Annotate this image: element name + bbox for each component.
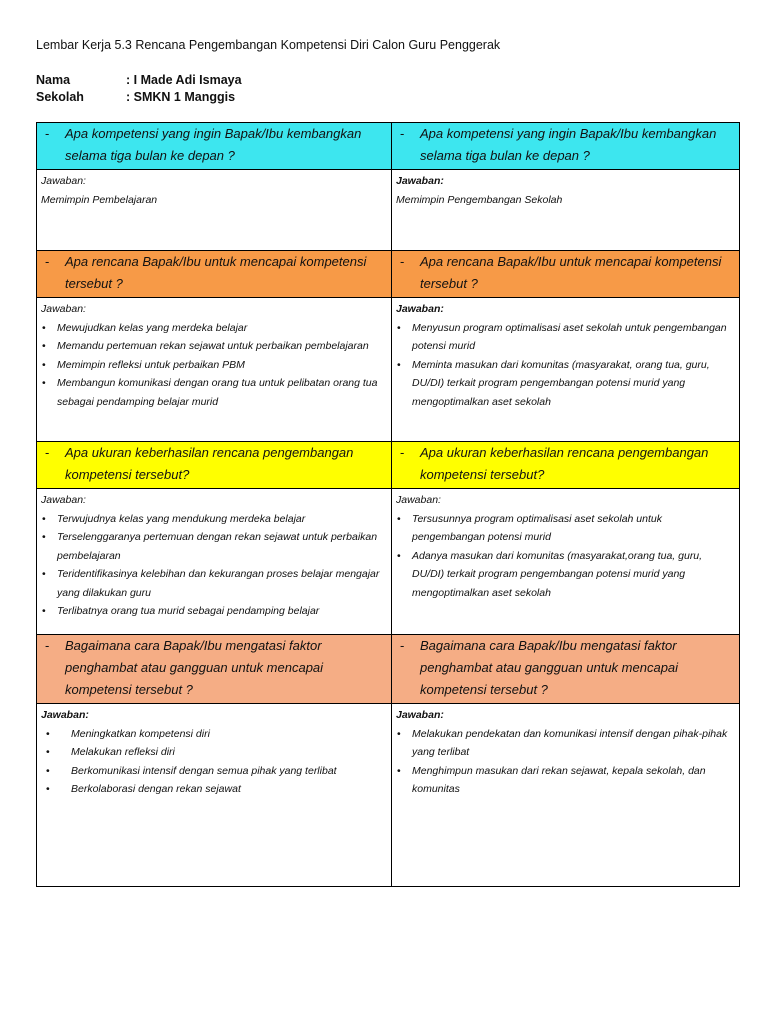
- answer-cell-left: [37, 489, 392, 635]
- question-row-2: [37, 251, 740, 298]
- list-item: • Membangun komunikasi dengan orang tua untuk pelibatan orang tua sebagai pendamping belajar murid: [41, 374, 385, 411]
- answer-label: Jawaban:: [41, 175, 86, 187]
- answer-list: [41, 319, 385, 412]
- answer-list: [396, 319, 733, 412]
- answer-cell-left: [37, 704, 392, 887]
- question-cell-right: - Apa kompetensi yang ingin Bapak/Ibu kembangkan selama tiga bulan ke depan ?: [392, 123, 740, 170]
- school-label: Sekolah: [36, 90, 84, 104]
- worksheet-table: [36, 122, 740, 887]
- school-value: : SMKN 1 Manggis: [126, 90, 236, 104]
- answer-row-4: [37, 704, 740, 887]
- list-item: • Tersusunnya program optimalisasi aset sekolah untuk pengembangan potensi murid: [396, 510, 733, 547]
- question-cell-left: - Apa ukuran keberhasilan rencana pengembangan kompetensi tersebut?: [37, 442, 392, 489]
- question-text: Apa rencana Bapak/Ibu untuk mencapai kompetensi tersebut ?: [420, 254, 722, 291]
- list-item: • Melakukan pendekatan dan komunikasi intensif dengan pihak-pihak yang terlibat: [396, 725, 733, 762]
- name-value: : I Made Adi Ismaya: [126, 73, 242, 87]
- question-cell-right: - Apa rencana Bapak/Ibu untuk mencapai kompetensi tersebut ?: [392, 251, 740, 298]
- answer-label: Jawaban:: [41, 303, 86, 315]
- question-text: Apa kompetensi yang ingin Bapak/Ibu kembangkan selama tiga bulan ke depan ?: [65, 126, 362, 163]
- list-item: • Memimpin refleksi untuk perbaikan PBM: [41, 356, 385, 375]
- answer-list: [41, 725, 385, 799]
- list-item: • Terlibatnya orang tua murid sebagai pendamping belajar: [41, 602, 385, 621]
- question-cell-right: - Apa ukuran keberhasilan rencana pengembangan kompetensi tersebut?: [392, 442, 740, 489]
- answer-cell-left: [37, 298, 392, 442]
- identity-block: [36, 72, 242, 106]
- name-label: Nama: [36, 73, 71, 87]
- document-title: Lembar Kerja 5.3 Rencana Pengembangan Kompetensi Diri Calon Guru Penggerak: [36, 38, 501, 52]
- list-item: • Meningkatkan kompetensi diri: [41, 725, 385, 744]
- question-cell-left: - Apa rencana Bapak/Ibu untuk mencapai kompetensi tersebut ?: [37, 251, 392, 298]
- answer-list: [396, 725, 733, 799]
- answer-row-1: [37, 170, 740, 251]
- list-item: • Meminta masukan dari komunitas (masyarakat, orang tua, guru, DU/DI) terkait program pengembangan potensi murid yang mengoptimalkan aset sekolah: [396, 356, 733, 412]
- answer-row-3: [37, 489, 740, 635]
- list-item: • Adanya masukan dari komunitas (masyarakat,orang tua, guru, DU/DI) terkait program pengembangan potensi murid yang mengoptimalkan aset sekolah: [396, 547, 733, 603]
- list-item: • Berkomunikasi intensif dengan semua pihak yang terlibat: [41, 762, 385, 781]
- answer-cell-right: [392, 704, 740, 887]
- question-row-4: [37, 635, 740, 704]
- answer-label: Jawaban:: [396, 494, 441, 506]
- answer-label: Jawaban:: [396, 175, 444, 187]
- question-text: Apa ukuran keberhasilan rencana pengembangan kompetensi tersebut?: [65, 445, 354, 482]
- list-item: • Melakukan refleksi diri: [41, 743, 385, 762]
- question-cell-left: - Bagaimana cara Bapak/Ibu mengatasi faktor penghambat atau gangguan untuk mencapai kompetensi tersebut ?: [37, 635, 392, 704]
- answer-list: [396, 510, 733, 603]
- name-row: [36, 72, 242, 89]
- answer-cell-right: [392, 170, 740, 251]
- question-text: Apa rencana Bapak/Ibu untuk mencapai kompetensi tersebut ?: [65, 254, 367, 291]
- answer-text: Memimpin Pengembangan Sekolah: [396, 193, 563, 206]
- answer-list: [41, 510, 385, 621]
- question-text: Apa kompetensi yang ingin Bapak/Ibu kembangkan selama tiga bulan ke depan ?: [420, 126, 717, 163]
- answer-label: Jawaban:: [396, 303, 444, 315]
- question-text: Apa ukuran keberhasilan rencana pengembangan kompetensi tersebut?: [420, 445, 709, 482]
- school-row: [36, 89, 242, 106]
- answer-cell-right: [392, 489, 740, 635]
- list-item: • Berkolaborasi dengan rekan sejawat: [41, 780, 385, 799]
- question-row-1: [37, 123, 740, 170]
- answer-cell-left: [37, 170, 392, 251]
- list-item: • Menyusun program optimalisasi aset sekolah untuk pengembangan potensi murid: [396, 319, 733, 356]
- answer-label: Jawaban:: [396, 709, 444, 721]
- answer-text: Memimpin Pembelajaran: [41, 193, 158, 206]
- list-item: • Mewujudkan kelas yang merdeka belajar: [41, 319, 385, 338]
- answer-label: Jawaban:: [41, 494, 86, 506]
- list-item: • Menghimpun masukan dari rekan sejawat, kepala sekolah, dan komunitas: [396, 762, 733, 799]
- question-row-3: [37, 442, 740, 489]
- list-item: • Teridentifikasinya kelebihan dan kekurangan proses belajar mengajar yang dilakukan guru: [41, 565, 385, 602]
- list-item: • Terselenggaranya pertemuan dengan rekan sejawat untuk perbaikan pembelajaran: [41, 528, 385, 565]
- question-text: Bagaimana cara Bapak/Ibu mengatasi faktor penghambat atau gangguan untuk mencapai kompetensi tersebut ?: [420, 638, 679, 697]
- answer-cell-right: [392, 298, 740, 442]
- list-item: • Memandu pertemuan rekan sejawat untuk perbaikan pembelajaran: [41, 337, 385, 356]
- question-cell-right: - Bagaimana cara Bapak/Ibu mengatasi faktor penghambat atau gangguan untuk mencapai kompetensi tersebut ?: [392, 635, 740, 704]
- answer-label: Jawaban:: [41, 709, 89, 721]
- answer-row-2: [37, 298, 740, 442]
- question-text: Bagaimana cara Bapak/Ibu mengatasi faktor penghambat atau gangguan untuk mencapai kompetensi tersebut ?: [65, 638, 324, 697]
- question-cell-left: - Apa kompetensi yang ingin Bapak/Ibu kembangkan selama tiga bulan ke depan ?: [37, 123, 392, 170]
- list-item: • Terwujudnya kelas yang mendukung merdeka belajar: [41, 510, 385, 529]
